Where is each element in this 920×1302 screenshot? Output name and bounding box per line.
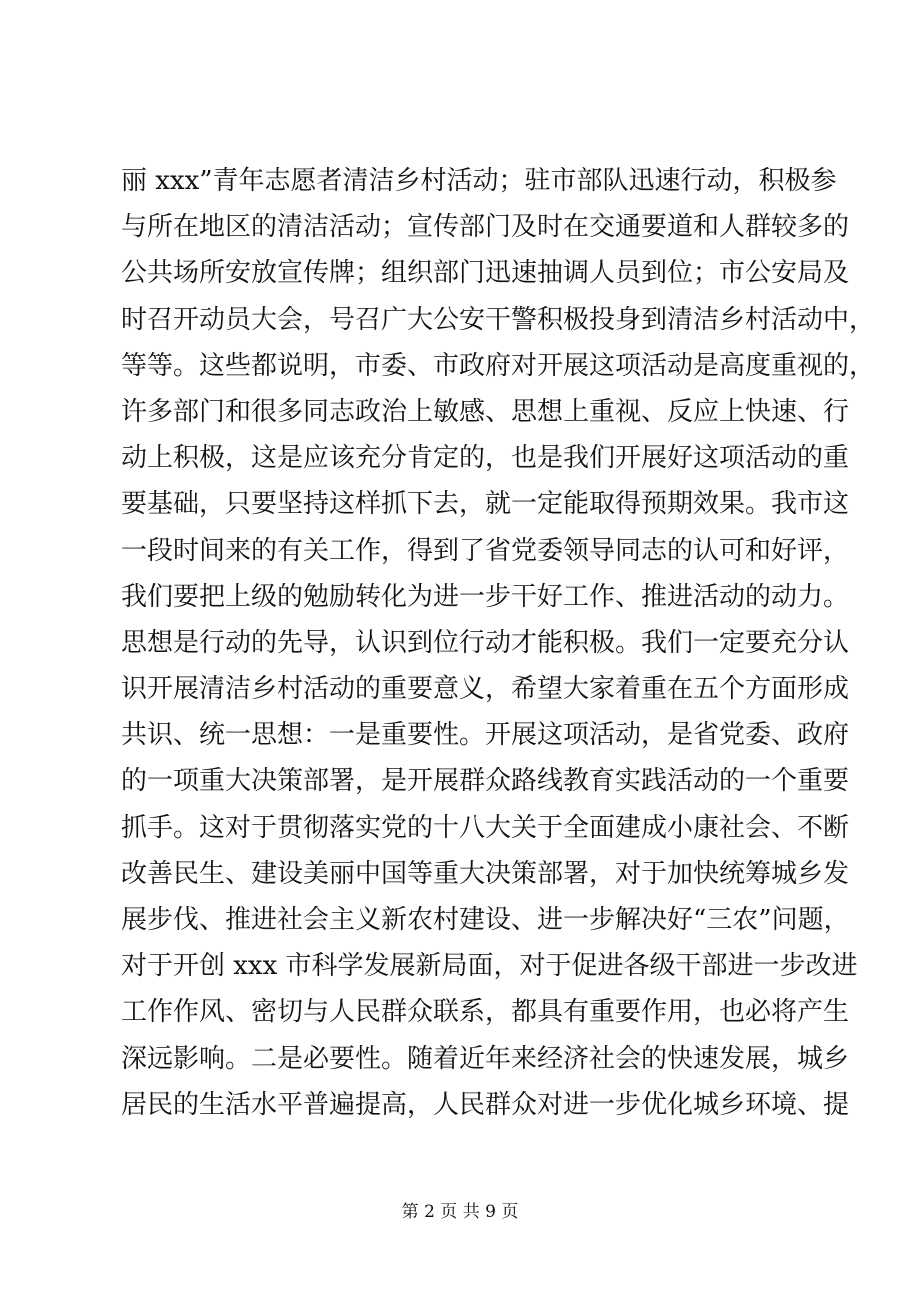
text-line-8: 要基础，只要坚持这样抓下去，就一定能取得预期效果。我市这 (121, 489, 850, 520)
text-line-18: 对于开创 xxx 市科学发展新局面，对于促进各级干部进一步改进 (121, 951, 858, 982)
text-line-1: 丽 xxx”青年志愿者清洁乡村活动；驻市部队迅速行动，积极参 (121, 166, 837, 196)
text-line-19: 工作作风、密切与人民群众联系，都具有重要作用，也必将产生 (121, 997, 850, 1028)
text-line-2: 与所在地区的清洁活动；宣传部门及时在交通要道和人群较多的 (121, 212, 850, 243)
text-line-7: 动上积极，这是应该充分肯定的，也是我们开展好这项活动的重 (121, 443, 850, 474)
text-line-10: 我们要把上级的勉励转化为进一步干好工作、推进活动的动力。 (121, 581, 850, 612)
text-line-21: 居民的生活水平普遍提高，人民群众对进一步优化城乡环境、提 (121, 1089, 850, 1120)
text-line-17: 展步伐、推进社会主义新农村建设、进一步解决好“三农”问题， (121, 905, 850, 935)
text-line-4: 时召开动员大会，号召广大公安干警积极投身到清洁乡村活动中， (121, 304, 876, 335)
text-line-6: 许多部门和很多同志政治上敏感、思想上重视、反应上快速、行 (121, 396, 850, 427)
page-number-footer: 第 2 页 共 9 页 (401, 1202, 519, 1222)
text-line-3: 公共场所安放宣传牌；组织部门迅速抽调人员到位；市公安局及 (121, 258, 850, 289)
text-line-12: 识开展清洁乡村活动的重要意义，希望大家着重在五个方面形成 (121, 674, 850, 705)
text-line-14: 的一项重大决策部署，是开展群众路线教育实践活动的一个重要 (121, 766, 850, 797)
text-line-11: 思想是行动的先导，认识到位行动才能积极。我们一定要充分认 (121, 627, 850, 658)
text-line-9: 一段时间来的有关工作，得到了省党委领导同志的认可和好评， (121, 535, 850, 566)
text-line-15: 抓手。这对于贯彻落实党的十八大关于全面建成小康社会、不断 (121, 812, 850, 843)
text-line-5: 等等。这些都说明，市委、市政府对开展这项活动是高度重视的， (121, 350, 876, 381)
text-line-20: 深远影响。二是必要性。随着近年来经济社会的快速发展，城乡 (121, 1043, 850, 1074)
body-text (121, 158, 876, 1128)
text-line-13: 共识、统一思想：一是重要性。开展这项活动，是省党委、政府 (121, 720, 850, 751)
text-line-16: 改善民生、建设美丽中国等重大决策部署，对于加快统筹城乡发 (121, 858, 850, 889)
